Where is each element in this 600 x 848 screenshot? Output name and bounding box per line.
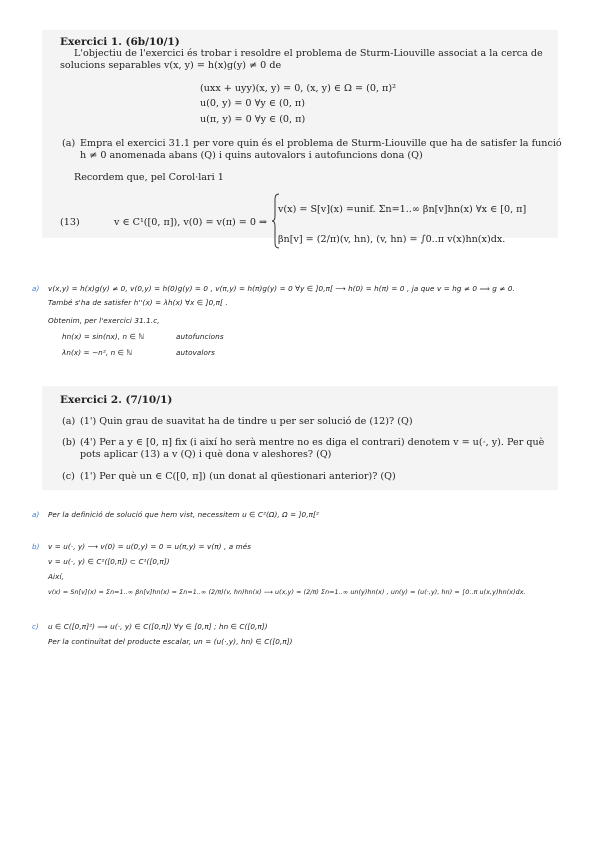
eigenvalues-formula: λn(x) = −n², n ∈ ℕ [62,348,133,357]
question-2a-text: (1') Quin grau de suavitat ha de tindre u per ser solució de (12)? (Q) [80,416,413,427]
answer-1-line-1: v(x,y) = h(x)g(y) ≠ 0, v(0,y) = h(0)g(y) = 0 , v(π,y) = h(π)g(y) = 0 ∀y ∈ ]0,π[ ⟶ h(0) = h(π) = 0 , ja que v = hg ≠ 0 ⟹ g ≠ 0. [48,284,515,293]
answer-2a-label: a) [32,510,40,519]
eigenvalues-label: autovalors [176,348,215,357]
answer-2c-line-1: u ∈ C([0,π]²) ⟹ u(·, y) ∈ C([0,π]) ∀y ∈ [0,π] ; hn ∈ C([0,π]) [48,622,268,631]
answer-2b-line-2: v = u(·, y) ∈ C²([0,π]) ⊂ C¹([0,π]) [48,557,170,566]
question-2b-line-1: (4') Per a y ∈ [0, π] fix (i així ho serà mentre no es diga el contrari) denotem v = u(·, y). Per què [80,437,545,448]
answer-2c-line-2: Per la continuïtat del producte escalar, un = (u(·,y), hn) ∈ C([0,π]) [48,637,293,646]
answer-2b-line-3: Així, [48,572,64,581]
fourier-series-case: v(x) = S[v](x) =unif. Σn=1..∞ βn[v]hn(x) ∀x ∈ [0, π] [278,204,527,215]
corollary-hypothesis: v ∈ C¹([0, π]), v(0) = v(π) = 0 ⇒ [114,217,268,228]
answer-1-line-2: També s'ha de satisfer h''(x) = λh(x) ∀x ∈ ]0,π[ . [48,298,228,307]
question-a-line-2: h ≠ 0 anomenada abans (Q) i quins autovalors i autofuncions dona (Q) [80,150,423,161]
answer-1-line-3: Obtenim, per l'exercici 31.1.c, [48,316,160,325]
answer-1-label: a) [32,284,40,293]
answer-2b-series-line: v(x) = Sn[v](x) = Σn=1..∞ βn[v]hn(x) = Σn=1..∞ (2/π)(v, hn)hn(x) ⟶ u(x,y) = (2/π) Σn=1..∞ un(y)hn(x) , un(y) = (u(·,y), hn) = ∫0..π u(x,y)hn(x)dx. [48,589,526,596]
question-2a-label: (a) [62,416,76,427]
question-2c-label: (c) [62,471,75,482]
eigenfunctions-formula: hn(x) = sin(nx), n ∈ ℕ [62,332,145,341]
eigenfunctions-label: autofuncions [176,332,224,341]
question-a-line-1: Empra el exercici 31.1 per vore quin és el problema de Sturm-Liouville que ha de satisfer la funció [80,138,562,149]
question-2c-text: (1') Per què un ∈ C([0, π]) (un donat al qüestionari anterior)? (Q) [80,471,396,482]
answer-2b-label: b) [32,542,40,551]
answer-2b-line-1: v = u(·, y) ⟶ v(0) = u(0,y) = 0 = u(π,y) = v(π) , a més [48,542,252,551]
boundary-condition-left: u(0, y) = 0 ∀y ∈ (0, π) [200,98,305,109]
question-2b-label: (b) [62,437,76,448]
exercise-1-intro-line-1: L'objectiu de l'exercici és trobar i resoldre el problema de Sturm-Liouville associat a la cerca de [74,48,543,59]
fourier-coefficient-case: βn[v] = (2/π)(v, hn), (v, hn) = ∫0..π v(x)hn(x)dx. [278,234,506,245]
recall-text: Recordem que, pel Corol·lari 1 [74,172,224,183]
exercise-1-title: Exercici 1. (6b/10/1) [60,36,180,48]
answer-2a-text: Per la definició de solució que hem vist, necessitem u ∈ C²(Ω), Ω = ]0,π[² [48,510,319,519]
pde-equation: (uxx + uyy)(x, y) = 0, (x, y) ∈ Ω = (0, π)² [200,83,396,94]
equation-number: (13) [60,217,80,228]
question-2b-line-2: pots aplicar (13) a v (Q) i què dona v aleshores? (Q) [80,449,332,460]
answer-2c-label: c) [32,622,39,631]
boundary-condition-right: u(π, y) = 0 ∀y ∈ (0, π) [200,114,306,125]
question-a-label: (a) [62,138,76,149]
exercise-1-intro-line-2: solucions separables v(x, y) = h(x)g(y) ≠ 0 de [60,60,282,71]
exercise-2-title: Exercici 2. (7/10/1) [60,394,173,406]
